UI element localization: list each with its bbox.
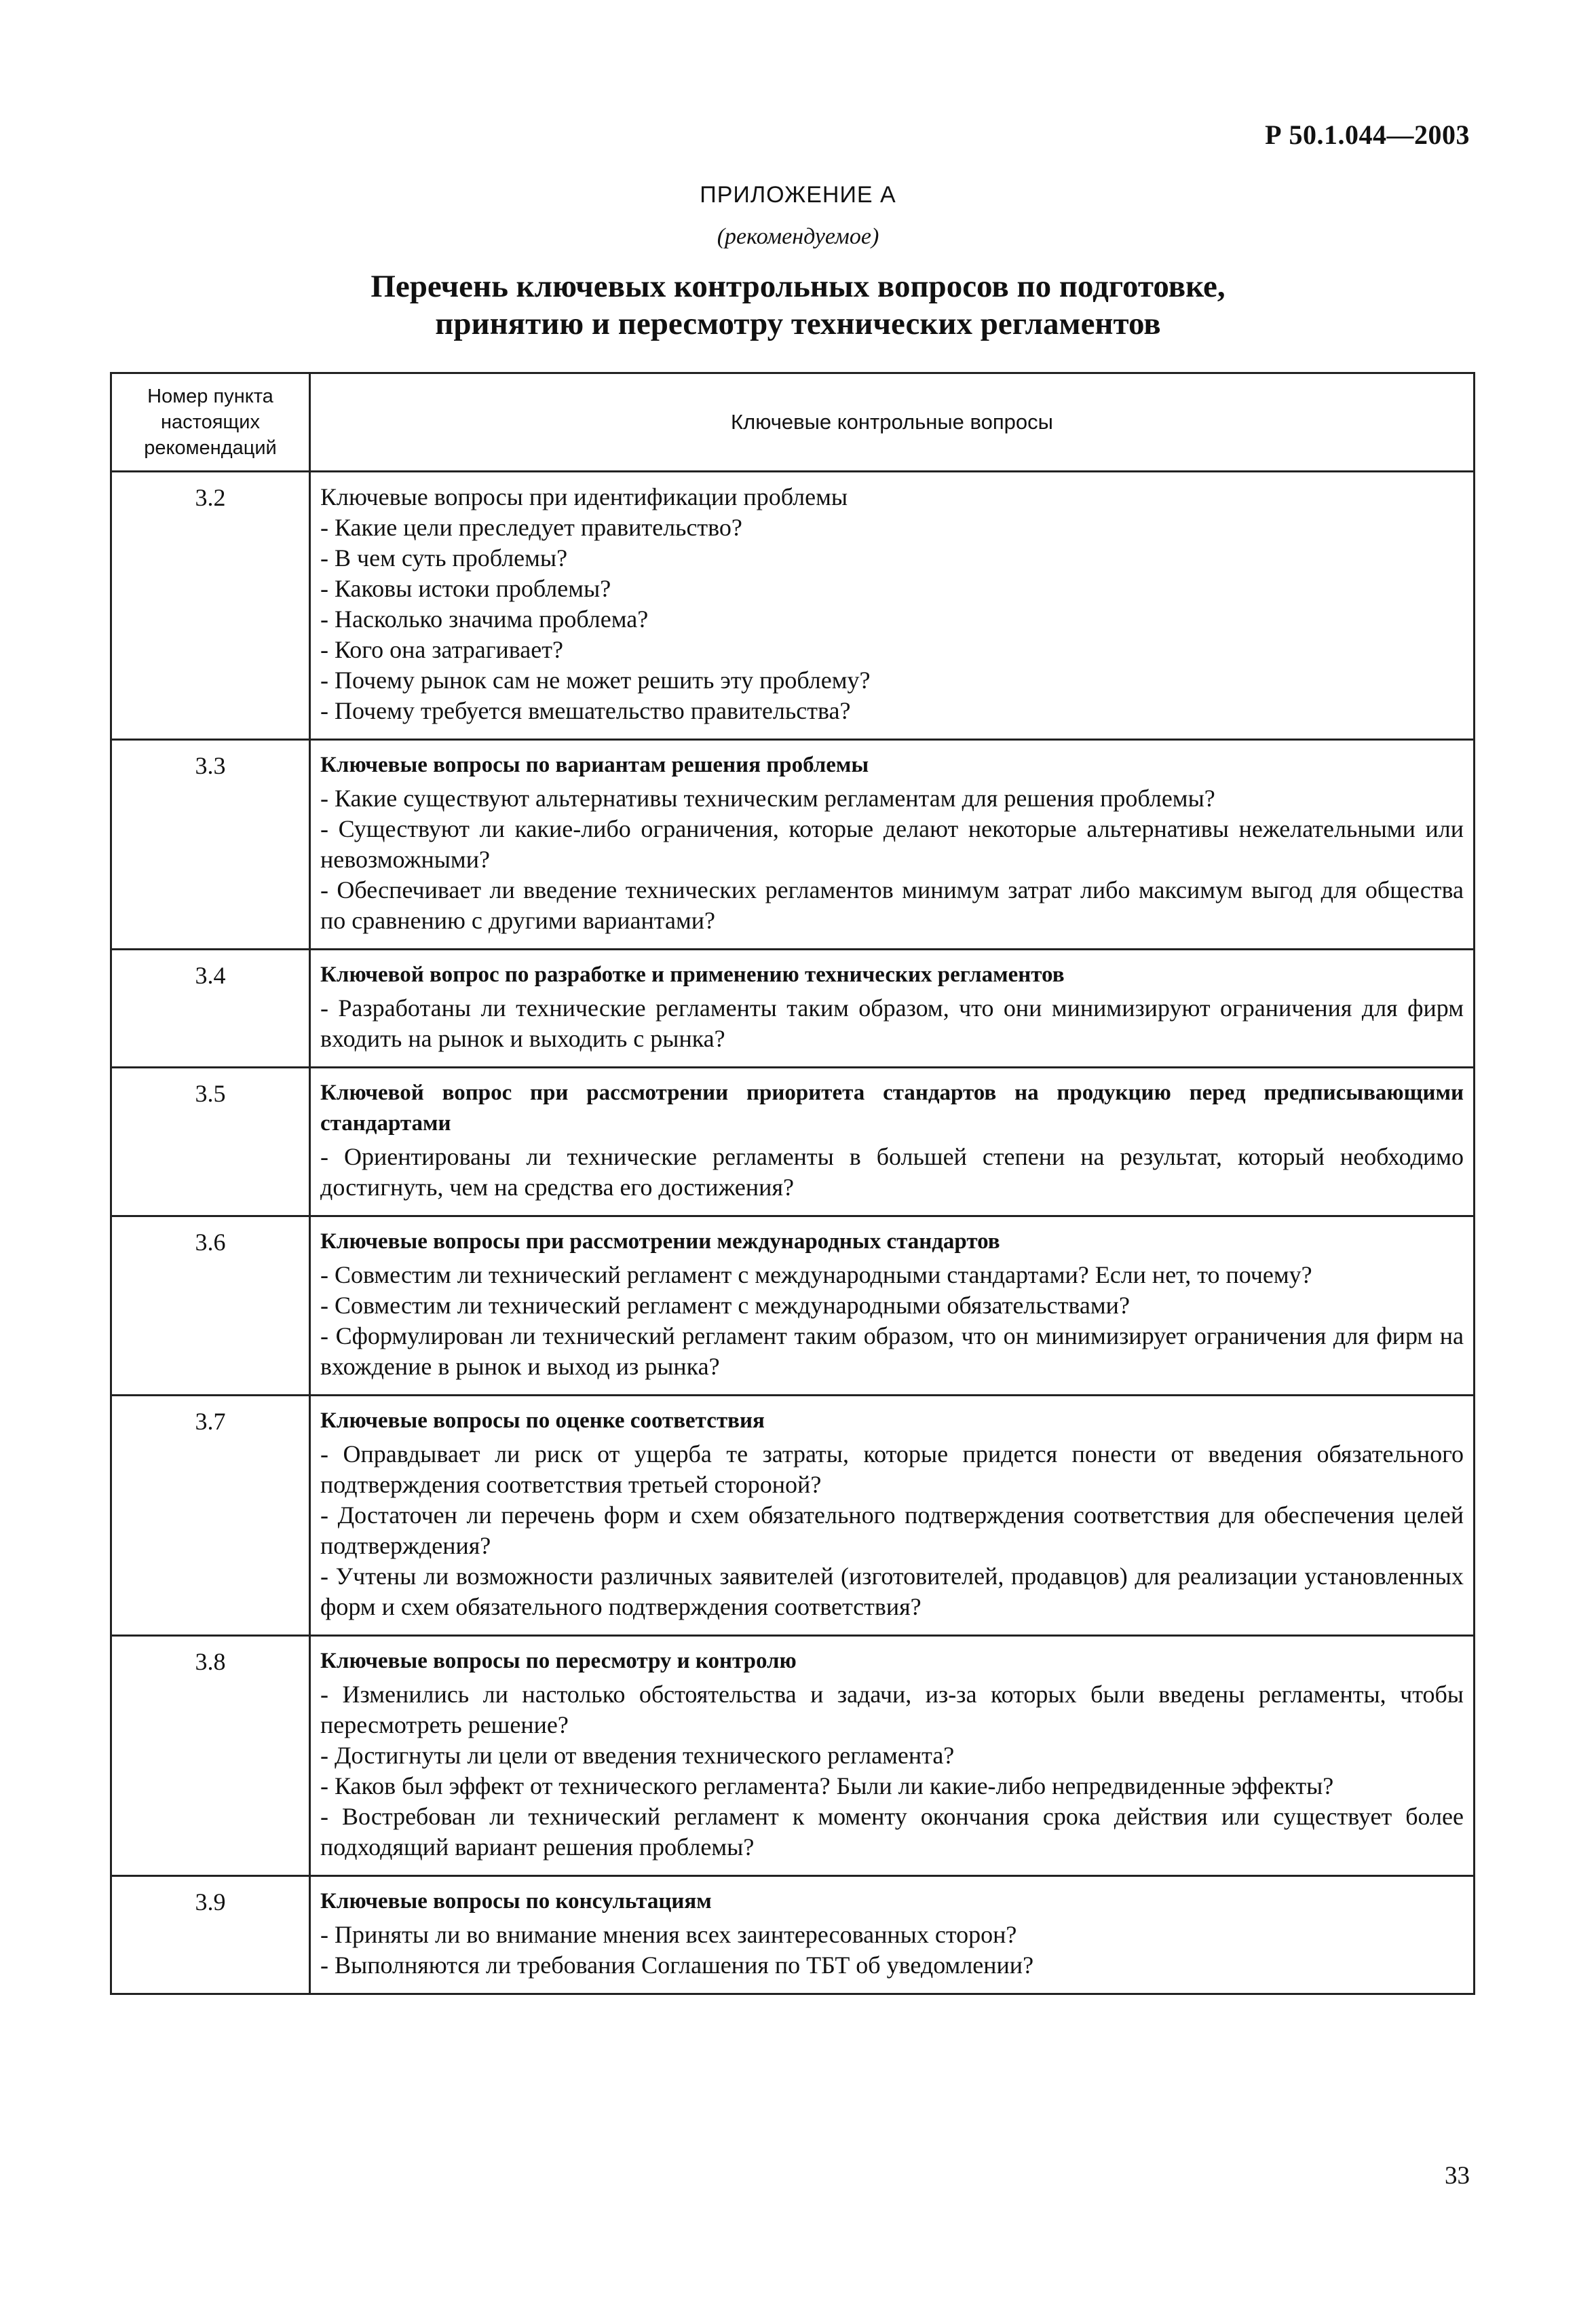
appendix-label: ПРИЛОЖЕНИЕ А [700,182,896,208]
title-line-1: Перечень ключевых контрольных вопросов по подготовке, [370,269,1226,304]
table-row [111,1876,1475,1994]
questions-cell [310,1396,1475,1636]
table-row [111,1068,1475,1216]
section-heading: Ключевые вопросы при рассмотрении международных стандартов [320,1229,1000,1254]
section-heading: Ключевой вопрос при рассмотрении приоритета стандартов на продукцию перед предписывающими стандартами [320,1081,1464,1136]
question-item: - Ориентированы ли технические регламенты в большей степени на результат, который необходимо достигнуть, чем на средства его достижения? [320,1143,1464,1201]
section-heading: Ключевой вопрос по разработке и применению технических регламентов [320,963,1065,987]
document-code: Р 50.1.044—2003 [1265,119,1470,150]
table-row [111,740,1475,950]
question-item: - Востребован ли технический регламент к моменту окончания срока действия или существует более подходящий вариант решения проблемы? [320,1803,1464,1861]
question-item: - Почему рынок сам не может решить эту проблему? [320,667,871,694]
section-heading: Ключевые вопросы по консультациям [320,1889,712,1913]
question-item: - Оправдывает ли риск от ущерба те затраты, которые придется понести от введения обязательного подтверждения соответствия третьей стороной? [320,1440,1464,1498]
table-header-row [111,373,1475,472]
questions-cell [310,740,1475,950]
item-number: 3.8 [111,1636,310,1876]
question-item: - Приняты ли во внимание мнения всех заинтересованных сторон? [320,1921,1017,1948]
question-item: - Какие существуют альтернативы техническим регламентам для решения проблемы? [320,785,1215,812]
question-item: - Разработаны ли технические регламенты таким образом, что они минимизируют ограничения для фирм входить на рынок и выходить с рынка? [320,994,1464,1052]
item-number: 3.3 [111,740,310,950]
section-heading: Ключевые вопросы при идентификации проблемы [320,483,848,510]
question-item: - Обеспечивает ли введение технических регламентов минимум затрат либо максимум выгод для общества по сравнению с другими вариантами? [320,876,1464,934]
question-item: - Каков был эффект от технического регламента? Были ли какие-либо непредвиденные эффекты? [320,1772,1334,1799]
header-questions: Ключевые контрольные вопросы [310,373,1475,472]
questions-cell [310,472,1475,740]
question-item: - Достигнуты ли цели от введения технического регламента? [320,1742,955,1769]
appendix-status: (рекомендуемое) [717,224,879,249]
section-heading: Ключевые вопросы по вариантам решения проблемы [320,753,869,777]
section-heading: Ключевые вопросы по пересмотру и контролю [320,1649,797,1673]
item-number: 3.9 [111,1876,310,1994]
header-item-number [111,373,310,472]
table-row [111,950,1475,1068]
question-item: - Какие цели преследует правительство? [320,514,742,541]
item-number: 3.2 [111,472,310,740]
question-item: - Изменились ли настолько обстоятельства и задачи, из-за которых были введены регламенты, чтобы пересмотреть решение? [320,1681,1464,1738]
item-number: 3.4 [111,950,310,1068]
item-number: 3.6 [111,1216,310,1396]
table-body [111,472,1475,1994]
header-number-line-3: рекомендаций [144,437,277,459]
question-item: - Сформулирован ли технический регламент таким образом, что он минимизирует ограничения для фирм на вхождение в рынок и выход из рынка? [320,1322,1464,1380]
questions-cell [310,1068,1475,1216]
question-item: - Насколько значима проблема? [320,605,649,633]
table-row [111,1636,1475,1876]
section-heading: Ключевые вопросы по оценке соответствия [320,1408,765,1433]
questions-table [110,372,1475,1995]
question-item: - Достаточен ли перечень форм и схем обязательного подтверждения соответствия для обеспечения целей подтверждения? [320,1501,1464,1559]
page-title [0,268,1596,343]
question-item: - Учтены ли возможности различных заявителей (изготовителей, продавцов) для реализации установленных форм и схем обязательного подтверждения соответствия? [320,1563,1464,1620]
page-number: 33 [1445,2162,1470,2190]
header-number-line-1: Номер пункта [147,386,273,407]
question-item: - Каковы истоки проблемы? [320,575,611,602]
table-row [111,1396,1475,1636]
question-item: - В чем суть проблемы? [320,544,568,572]
item-number: 3.5 [111,1068,310,1216]
question-item: - Совместим ли технический регламент с международными стандартами? Если нет, то почему? [320,1261,1312,1288]
question-item: - Совместим ли технический регламент с международными обязательствами? [320,1292,1130,1319]
question-item: - Выполняются ли требования Соглашения по ТБТ об уведомлении? [320,1951,1034,1979]
question-item: - Почему требуется вмешательство правительства? [320,697,851,724]
questions-cell [310,1216,1475,1396]
table-row [111,1216,1475,1396]
table-row [111,472,1475,740]
question-item: - Кого она затрагивает? [320,636,563,663]
question-item: - Существуют ли какие-либо ограничения, которые делают некоторые альтернативы нежелательными или невозможными? [320,815,1464,873]
header-number-line-2: настоящих [161,411,260,433]
questions-cell [310,1876,1475,1994]
questions-cell [310,950,1475,1068]
questions-cell [310,1636,1475,1876]
title-line-2: принятию и пересмотру технических регламентов [435,306,1161,341]
item-number: 3.7 [111,1396,310,1636]
